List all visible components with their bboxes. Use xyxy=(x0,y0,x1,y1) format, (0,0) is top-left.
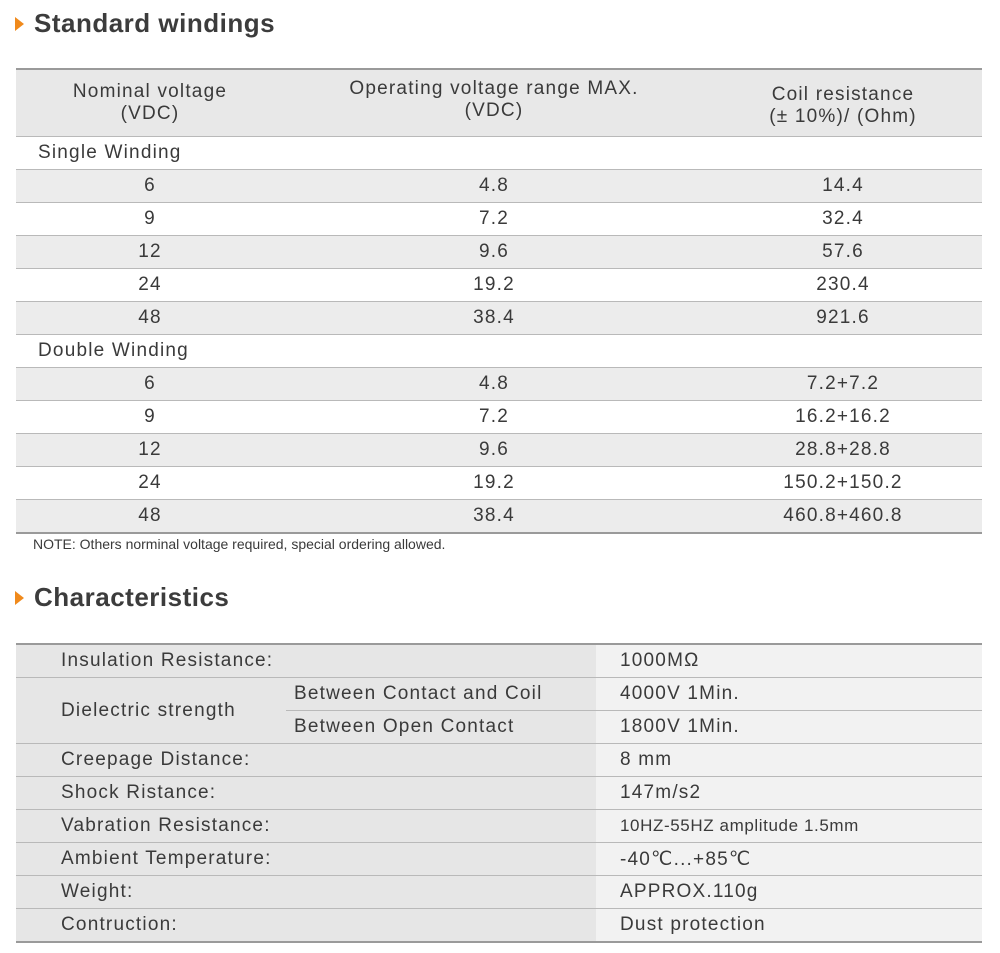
orange-arrow-icon xyxy=(15,17,24,31)
table-row: Between Open Contact 1800V 1Min. xyxy=(16,711,982,744)
table-row: 48 38.4 460.8+460.8 xyxy=(16,500,982,534)
table-row: 12 9.6 28.8+28.8 xyxy=(16,434,982,467)
header-nominal-voltage: Nominal voltage (VDC) xyxy=(16,69,284,137)
header-coil-resistance: Coil resistance (± 10%)/ (Ohm) xyxy=(704,69,982,137)
table-row: Insulation Resistance: 1000MΩ xyxy=(16,644,982,678)
table-row: Vabration Resistance: 10HZ-55HZ amplitude 1.5mm xyxy=(16,810,982,843)
table-row: Dielectric strength Between Contact and Coil 4000V 1Min. xyxy=(16,678,982,711)
table-header-row xyxy=(16,69,982,137)
double-winding-group-row: Double Winding xyxy=(16,335,982,368)
table-row: 9 7.2 32.4 xyxy=(16,203,982,236)
table-row: Creepage Distance: 8 mm xyxy=(16,744,982,777)
characteristics-table xyxy=(16,643,982,943)
orange-arrow-icon xyxy=(15,591,24,605)
header-operating-voltage: Operating voltage range MAX. (VDC) xyxy=(284,69,704,137)
table-row: Contruction: Dust protection xyxy=(16,909,982,943)
standard-windings-table xyxy=(16,68,982,534)
standard-windings-heading: Standard windings xyxy=(15,8,275,39)
table-row: 6 4.8 14.4 xyxy=(16,170,982,203)
table-row: Weight: APPROX.110g xyxy=(16,876,982,909)
table-row: 24 19.2 150.2+150.2 xyxy=(16,467,982,500)
table-row: Ambient Temperature: -40℃...+85℃ xyxy=(16,843,982,876)
table-row: 9 7.2 16.2+16.2 xyxy=(16,401,982,434)
single-winding-group-row: Single Winding xyxy=(16,137,982,170)
characteristics-heading: Characteristics xyxy=(15,582,229,613)
windings-note: NOTE: Others norminal voltage required, special ordering allowed. xyxy=(33,536,446,552)
table-row: Shock Ristance: 147m/s2 xyxy=(16,777,982,810)
table-row: 48 38.4 921.6 xyxy=(16,302,982,335)
table-row: 12 9.6 57.6 xyxy=(16,236,982,269)
table-row: 6 4.8 7.2+7.2 xyxy=(16,368,982,401)
table-row: 24 19.2 230.4 xyxy=(16,269,982,302)
